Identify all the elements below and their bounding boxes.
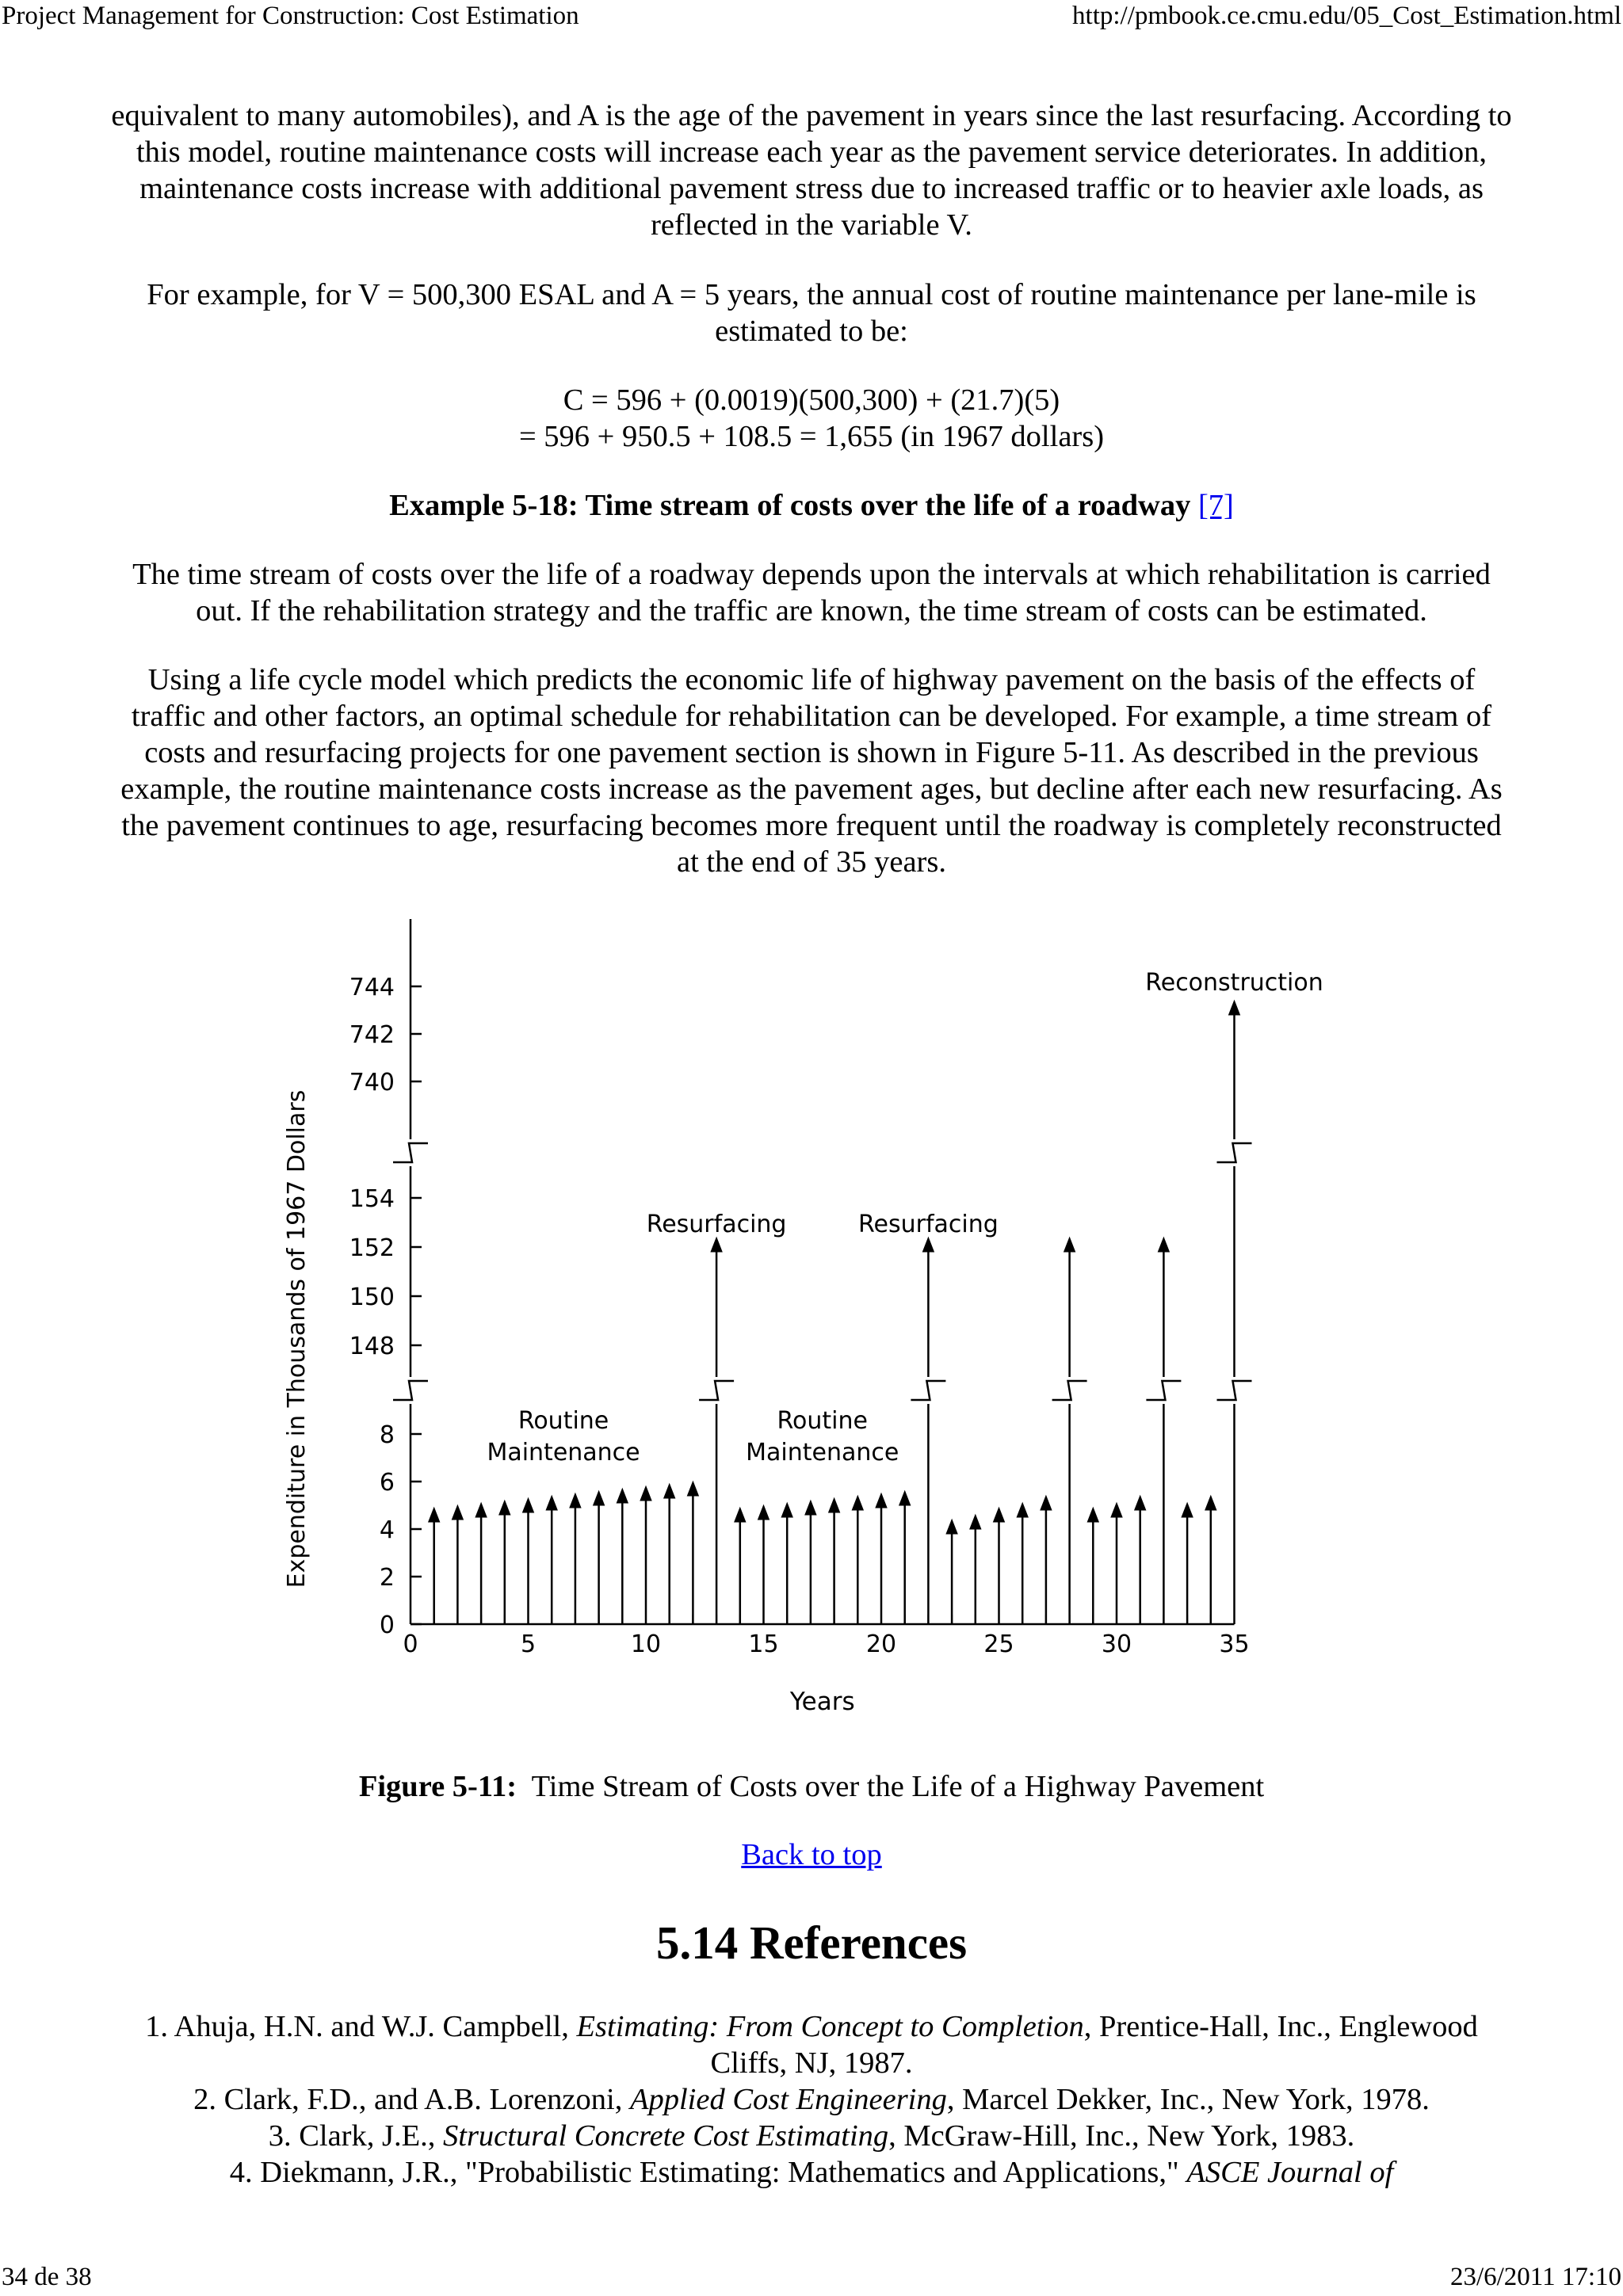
reference-authors: Ahuja, H.N. and W.J. Campbell, xyxy=(174,2010,577,2043)
routine-maintenance-arrowhead xyxy=(946,1520,957,1534)
routine-maintenance-arrowhead xyxy=(1135,1496,1146,1510)
routine-maintenance-arrowhead xyxy=(640,1486,651,1501)
routine-maintenance-arrowhead xyxy=(876,1493,887,1508)
resurfacing-bar-break xyxy=(1146,1381,1181,1400)
x-tick-label: 15 xyxy=(748,1630,779,1658)
resurfacing-bar-break xyxy=(911,1381,945,1400)
browser-header-url: http://pmbook.ce.cmu.edu/05_Cost_Estimation.html xyxy=(1072,2,1621,30)
y-tick-label: 740 xyxy=(349,1069,395,1097)
x-tick-label: 30 xyxy=(1101,1630,1132,1658)
chart-annotation: Resurfacing xyxy=(646,1211,787,1238)
footer-page-number: 34 de 38 xyxy=(2,2263,92,2291)
footer-datetime: 23/6/2011 17:10 xyxy=(1449,2263,1621,2291)
routine-maintenance-arrowhead xyxy=(546,1496,557,1510)
reference-publisher: , Marcel Dekker, Inc., New York, 1978. xyxy=(946,2083,1430,2116)
reference-number: 3. xyxy=(268,2119,292,2153)
life-cycle-paragraph: Using a life cycle model which predicts the economic life of highway pavement on the basis of the effects of traffic and other factors, an optimal schedule for rehabilitation can be developed. For example, a time stream of costs and resurfacing projects for one pavement section is shown in Figure 5-11. As described in the previous example, the routine maintenance costs increase as the pavement ages, but decline after each new resurfacing. As the pavement continues to age, resurfacing becomes more frequent until the roadway is completely reconstructed at the end of 35 years. xyxy=(120,663,1503,879)
routine-maintenance-arrowhead xyxy=(1205,1496,1216,1510)
y-axis-break-upper xyxy=(393,1143,428,1162)
routine-maintenance-arrowhead xyxy=(452,1505,463,1520)
reference-authors: Diekmann, J.R., "Probabilistic Estimating: Mathematics and Applications," xyxy=(260,2156,1187,2189)
routine-maintenance-arrowhead xyxy=(1111,1503,1122,1517)
reference-title: ASCE Journal of xyxy=(1186,2156,1394,2189)
reference-link-7[interactable]: [7] xyxy=(1197,489,1234,522)
routine-maintenance-arrowhead xyxy=(994,1508,1005,1522)
example-heading-text: Example 5-18: Time stream of costs over the life of a roadway xyxy=(389,489,1191,522)
reference-title: Applied Cost Engineering xyxy=(629,2083,947,2116)
back-to-top-link[interactable]: Back to top xyxy=(741,1838,882,1871)
resurfacing-arrowhead xyxy=(711,1238,722,1252)
reference-publisher: , McGraw-Hill, Inc., New York, 1983. xyxy=(888,2119,1355,2153)
y-tick-label: 148 xyxy=(349,1333,395,1360)
routine-maintenance-arrowhead xyxy=(429,1508,440,1522)
y-tick-label: 4 xyxy=(379,1516,395,1544)
reconstruction-arrowhead xyxy=(1229,1001,1240,1015)
chart-annotation: Resurfacing xyxy=(858,1211,999,1238)
y-tick-label: 0 xyxy=(379,1611,395,1639)
routine-maintenance-arrowhead xyxy=(899,1491,911,1505)
resurfacing-arrowhead xyxy=(1064,1238,1075,1252)
reference-publisher: , Prentice-Hall, Inc., Englewood Cliffs, NJ, 1987. xyxy=(710,2010,1478,2080)
x-tick-label: 20 xyxy=(865,1630,897,1658)
reference-title: Structural Concrete Cost Estimating xyxy=(443,2119,889,2153)
reference-item xyxy=(111,2154,1512,2191)
x-tick-label: 35 xyxy=(1219,1630,1250,1658)
chart-annotation: Maintenance xyxy=(487,1439,640,1466)
reference-item xyxy=(111,2081,1512,2118)
reference-number: 4. xyxy=(229,2156,253,2189)
resurfacing-arrowhead xyxy=(1158,1238,1169,1252)
section-title-references: 5.14 References xyxy=(655,1917,968,1969)
routine-maintenance-arrowhead xyxy=(1087,1508,1098,1522)
routine-maintenance-arrowhead xyxy=(758,1505,769,1520)
x-tick-label: 0 xyxy=(403,1630,418,1658)
equation-line-2: = 596 + 950.5 + 108.5 = 1,655 (in 1967 dollars) xyxy=(518,420,1105,453)
routine-maintenance-arrowhead xyxy=(570,1493,581,1508)
routine-maintenance-arrowhead xyxy=(1017,1503,1028,1517)
figure-label: Figure 5-11: xyxy=(358,1770,517,1803)
y-tick-label: 150 xyxy=(349,1283,395,1311)
reference-item xyxy=(111,2008,1512,2081)
chart-annotation: Routine xyxy=(777,1407,868,1435)
resurfacing-bar-break xyxy=(1052,1381,1087,1400)
y-tick-label: 2 xyxy=(379,1564,395,1592)
chart-annotation: Reconstruction xyxy=(1145,969,1323,997)
routine-maintenance-arrowhead xyxy=(594,1491,605,1505)
figure-caption xyxy=(111,1768,1512,1805)
routine-maintenance-arrowhead xyxy=(781,1503,792,1517)
reference-title: Estimating: From Concept to Completion xyxy=(576,2010,1084,2043)
routine-maintenance-arrowhead xyxy=(687,1482,698,1496)
reference-number: 2. xyxy=(193,2083,216,2116)
y-tick-label: 742 xyxy=(349,1021,395,1049)
reconstruction-bar-break-lower xyxy=(1217,1381,1252,1400)
routine-maintenance-arrowhead xyxy=(617,1489,628,1503)
resurfacing-arrowhead xyxy=(922,1238,934,1252)
reference-authors: Clark, F.D., and A.B. Lorenzoni, xyxy=(223,2083,630,2116)
reference-authors: Clark, J.E., xyxy=(299,2119,443,2153)
routine-maintenance-arrowhead xyxy=(970,1515,981,1529)
routine-maintenance-arrowhead xyxy=(805,1501,816,1515)
figure-caption-text: Time Stream of Costs over the Life of a Highway Pavement xyxy=(531,1770,1265,1803)
chart-annotation: Maintenance xyxy=(746,1439,899,1466)
routine-maintenance-arrowhead xyxy=(852,1496,863,1510)
reconstruction-bar-break-upper xyxy=(1217,1143,1252,1162)
y-tick-label: 8 xyxy=(379,1421,395,1449)
x-tick-label: 10 xyxy=(630,1630,662,1658)
y-tick-label: 6 xyxy=(379,1469,395,1497)
reference-number: 1. xyxy=(145,2010,169,2043)
y-tick-label: 152 xyxy=(349,1234,395,1262)
equation-line-1: C = 596 + (0.0019)(500,300) + (21.7)(5) xyxy=(563,383,1060,417)
routine-maintenance-arrowhead xyxy=(499,1501,510,1515)
browser-header-title: Project Management for Construction: Cost Estimation xyxy=(2,2,579,30)
y-axis-title: Expenditure in Thousands of 1967 Dollars xyxy=(283,1089,311,1589)
chart-annotation: Routine xyxy=(517,1407,609,1435)
x-tick-label: 5 xyxy=(520,1630,537,1658)
routine-maintenance-arrowhead xyxy=(829,1498,840,1512)
intro-paragraph: equivalent to many automobiles), and A is the age of the pavement in years since the last resurfacing. According to this model, routine maintenance costs will increase each year as the pavement service deteriorates. In addition, maintenance costs increase with additional pavement stress due to increased traffic or to heavier axle loads, as reflected in the variable V. xyxy=(111,99,1512,242)
routine-maintenance-arrowhead xyxy=(1182,1503,1193,1517)
x-tick-label: 25 xyxy=(983,1630,1014,1658)
routine-maintenance-arrowhead xyxy=(735,1508,746,1522)
y-tick-label: 154 xyxy=(349,1185,395,1213)
routine-maintenance-arrowhead xyxy=(1041,1496,1052,1510)
example-paragraph: For example, for V = 500,300 ESAL and A = 5 years, the annual cost of routine maintenance per lane-mile is estimated to be: xyxy=(147,278,1476,348)
routine-maintenance-arrowhead xyxy=(664,1484,675,1498)
x-axis-title: Years xyxy=(789,1688,855,1716)
routine-maintenance-arrowhead xyxy=(475,1503,487,1517)
time-stream-paragraph: The time stream of costs over the life of a roadway depends upon the intervals at which rehabilitation is carried out. If the rehabilitation strategy and the traffic are known, the time stream of costs can be estimated. xyxy=(132,558,1491,627)
reference-item xyxy=(111,2118,1512,2154)
y-tick-label: 744 xyxy=(349,974,395,1001)
resurfacing-bar-break xyxy=(699,1381,734,1400)
routine-maintenance-arrowhead xyxy=(523,1498,534,1512)
back-to-top-wrapper xyxy=(111,1836,1512,1873)
y-axis-break-lower xyxy=(393,1381,428,1400)
